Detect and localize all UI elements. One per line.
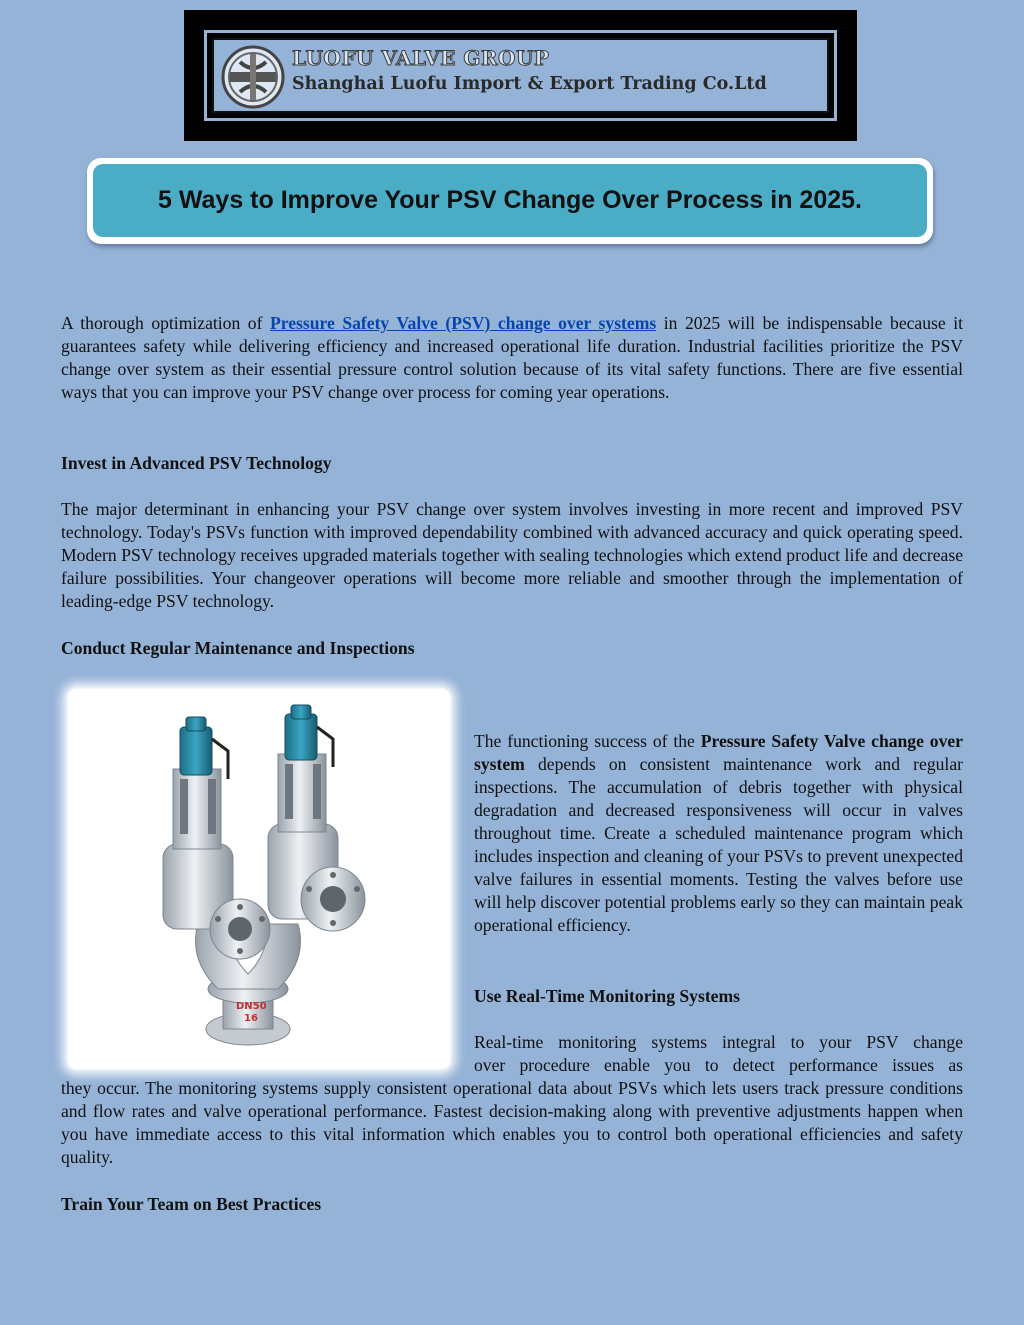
flange-marking-dn: DN50: [236, 1001, 267, 1012]
psv-changeover-valve-photo: [68, 689, 450, 1069]
maintenance-text-start: The functioning success of the: [474, 731, 701, 751]
section-advanced-technology-body: [61, 498, 963, 613]
maintenance-text-end: depends on consistent maintenance work and regular inspections. The accumulation of debris together with physical degradation and decreased responsiveness will occur in valves throughout time. Create a scheduled maintenance program which includes inspection and cleaning of your PSVs to prevent unexpected valve failures in essential moments. Testing the valves before use will help discover potential problems early so they can maintain peak operational efficiency.: [474, 754, 963, 935]
logo-panel: [212, 38, 829, 113]
page-title: 5 Ways to Improve Your PSV Change Over Process in 2025.: [158, 186, 862, 214]
section-heading: Conduct Regular Maintenance and Inspections: [61, 638, 415, 658]
title-banner: [87, 158, 933, 244]
section-paragraph: they occur. The monitoring systems supply consistent operational data about PSVs which lets users track pressure conditions and flow rates and valve operational performance. Fastest decision-making along with preventive adjustments happen when you have immediate access to this vital information which enables you to control both operational efficiencies and safety quality.: [61, 1078, 963, 1167]
section-maintenance: [61, 637, 963, 660]
psv-changeover-emphasis: Pressure Safety Valve change over system: [474, 731, 963, 774]
section-heading: Use Real-Time Monitoring Systems: [474, 986, 740, 1006]
section-training: [61, 1193, 963, 1216]
valve-illustration: [68, 689, 450, 1069]
section-heading: Train Your Team on Best Practices: [61, 1194, 322, 1214]
logo-banner: [184, 10, 857, 141]
section-heading: Invest in Advanced PSV Technology: [61, 453, 332, 473]
section-maintenance-body: [474, 730, 963, 937]
intro-text-end: in 2025 will be indispensable because it guarantees safety while delivering efficiency and increased operational life duration. Industrial facilities prioritize the PSV change over system as their essential pressure control solution because of its vital safety functions. There are five essential ways that you can improve your PSV change over process for coming year operations.: [61, 313, 964, 402]
luofu-valve-logo-icon: [220, 44, 286, 110]
intro-section: [61, 312, 963, 404]
intro-text-start: A thorough optimization of: [61, 313, 270, 333]
flange-marking-pn: 16: [244, 1013, 258, 1024]
logo-border: [204, 30, 837, 121]
logo-company-name: LUOFU VALVE GROUP: [292, 46, 550, 70]
section-advanced-technology: [61, 452, 963, 475]
section-paragraph: [474, 730, 963, 937]
monitoring-line-2: over procedure enable you to detect performance issues as: [474, 1055, 963, 1075]
psv-changeover-link[interactable]: Pressure Safety Valve (PSV) change over systems: [269, 313, 657, 333]
intro-paragraph: [61, 312, 963, 404]
logo-subtitle: Shanghai Luofu Import & Export Trading Co.Ltd: [292, 74, 767, 94]
section-paragraph: The major determinant in enhancing your PSV change over system involves investing in more recent and improved PSV technology. Today's PSVs function with improved dependability combined with advanced accuracy and quick operating speed. Modern PSV technology receives upgraded materials together with sealing technologies which extend product life and decrease failure possibilities. Your changeover operations will become more reliable and smoother through the implementation of leading-edge PSV technology.: [61, 499, 963, 611]
title-banner-fill: [93, 164, 927, 237]
section-monitoring-body-start: [474, 1031, 963, 1077]
monitoring-line-1: Real-time monitoring systems integral to your PSV change: [474, 1032, 963, 1052]
section-monitoring-body-rest: [61, 1077, 963, 1169]
section-monitoring: [474, 985, 963, 1008]
